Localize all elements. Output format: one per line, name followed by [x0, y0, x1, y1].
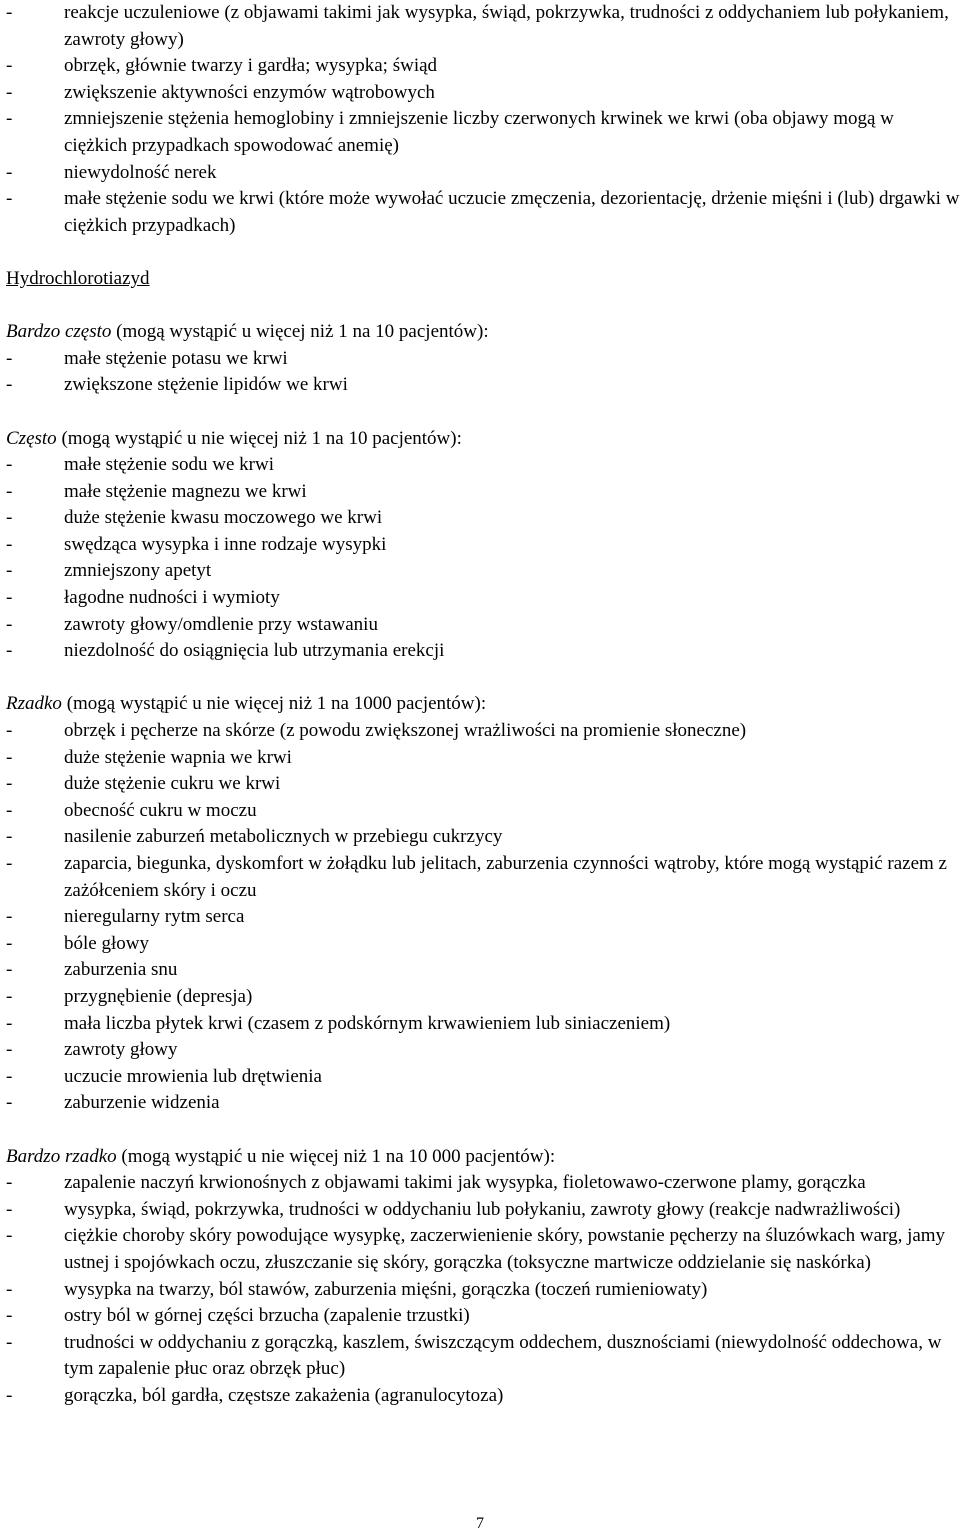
- bullet-dash: -: [6, 640, 13, 662]
- bullet-dash: -: [6, 1225, 13, 1247]
- bullet-dash: -: [6, 560, 13, 582]
- list-item: [6, 505, 960, 532]
- bullet-dash: -: [6, 720, 13, 742]
- list-item-text: duże stężenie wapnia we krwi: [64, 746, 292, 768]
- bullet-dash: -: [6, 932, 13, 954]
- intro-list: [6, 0, 960, 239]
- list-item: [6, 851, 960, 904]
- spacer: [6, 239, 960, 266]
- list-item: [6, 904, 960, 931]
- list-item-text: swędząca wysypka i inne rodzaje wysypki: [64, 533, 387, 555]
- list-item: [6, 984, 960, 1011]
- bullet-dash: -: [6, 1278, 13, 1300]
- frequency-description: (mogą wystąpić u nie więcej niż 1 na 1000 pacjentów):: [61, 693, 487, 715]
- spacer: [6, 1117, 960, 1144]
- list-item: [6, 160, 960, 187]
- list-item: [6, 798, 960, 825]
- list-item-text: zaburzenia snu: [64, 959, 178, 981]
- list-item-text: ciężkie choroby skóry powodujące wysypkę, zaczerwienienie skóry, powstanie pęcherzy na śluzówkach warg, jamy ustnej i spojówkach oczu, złuszczanie się skóry, gorączka (toksyczne martwicze oddzielanie się naskórka): [64, 1225, 946, 1273]
- list-item: [6, 824, 960, 851]
- frequency-label: Bardzo rzadko: [6, 1145, 117, 1167]
- list-item-text: małe stężenie sodu we krwi: [64, 454, 274, 476]
- list-item: [6, 957, 960, 984]
- list-item-text: zmniejszenie stężenia hemoglobiny i zmniejszenie liczby czerwonych krwinek we krwi (oba objawy mogą w ciężkich przypadkach spowodować anemię): [64, 108, 894, 156]
- bullet-dash: -: [6, 1198, 13, 1220]
- bullet-dash: -: [6, 347, 13, 369]
- frequency-label: Często: [6, 427, 57, 449]
- list-item-text: małe stężenie sodu we krwi (które może wywołać uczucie zmęczenia, dezorientację, drżenie mięśni i (lub) drgawki w ciężkich przypadkach): [64, 188, 960, 236]
- bullet-dash: -: [6, 799, 13, 821]
- list-item: [6, 452, 960, 479]
- list-item: [6, 532, 960, 559]
- list-item: [6, 638, 960, 665]
- bullet-dash: -: [6, 826, 13, 848]
- list-item: [6, 1383, 960, 1410]
- list-item: [6, 1064, 960, 1091]
- bullet-dash: -: [6, 906, 13, 928]
- list-item: [6, 1090, 960, 1117]
- bullet-dash: -: [6, 746, 13, 768]
- section-heading: Hydrochlorotiazyd: [6, 267, 150, 289]
- frequency-label: Rzadko: [6, 693, 62, 715]
- list-item: [6, 558, 960, 585]
- list-item: [6, 931, 960, 958]
- list-item-text: zaburzenie widzenia: [64, 1092, 220, 1114]
- list-item-text: gorączka, ból gardła, częstsze zakażenia (agranulocytoza): [64, 1384, 504, 1406]
- document-page: [6, 0, 960, 1409]
- bullet-dash: -: [6, 480, 13, 502]
- list-item-text: zapalenie naczyń krwionośnych z objawami takimi jak wysypka, fioletowawo-czerwone plamy, gorączka: [64, 1172, 866, 1194]
- frequency-heading: [6, 691, 960, 718]
- list-item-text: niezdolność do osiągnięcia lub utrzymania erekcji: [64, 640, 445, 662]
- bullet-dash: -: [6, 1092, 13, 1114]
- list-item: [6, 718, 960, 745]
- frequency-label: Bardzo często: [6, 321, 112, 343]
- list-item: [6, 1330, 960, 1383]
- list-item-text: obrzęk i pęcherze na skórze (z powodu zwiększonej wrażliwości na promienie słoneczne): [64, 720, 747, 742]
- list-item: [6, 80, 960, 107]
- list-item-text: zawroty głowy: [64, 1039, 178, 1061]
- frequency-description: (mogą wystąpić u nie więcej niż 1 na 10 000 pacjentów):: [116, 1145, 556, 1167]
- list-item: [6, 1303, 960, 1330]
- list-item-text: ostry ból w górnej części brzucha (zapalenie trzustki): [64, 1305, 470, 1327]
- frequency-heading: [6, 319, 960, 346]
- bullet-dash: -: [6, 374, 13, 396]
- list-item: [6, 53, 960, 80]
- list-item-text: uczucie mrowienia lub drętwienia: [64, 1065, 322, 1087]
- list-item-text: małe stężenie potasu we krwi: [64, 347, 288, 369]
- bullet-dash: -: [6, 1384, 13, 1406]
- list-item-text: mała liczba płytek krwi (czasem z podskórnym krwawieniem lub siniaczeniem): [64, 1012, 671, 1034]
- frequency-heading: [6, 426, 960, 453]
- list-item-text: łagodne nudności i wymioty: [64, 587, 280, 609]
- bullet-dash: -: [6, 507, 13, 529]
- list-item-text: zawroty głowy/omdlenie przy wstawaniu: [64, 613, 378, 635]
- list-item: [6, 1197, 960, 1224]
- bullet-dash: -: [6, 108, 13, 130]
- bullet-dash: -: [6, 1172, 13, 1194]
- bullet-dash: -: [6, 81, 13, 103]
- bullet-dash: -: [6, 1305, 13, 1327]
- list-item: [6, 0, 960, 53]
- list-item-text: niewydolność nerek: [64, 161, 217, 183]
- list-item: [6, 612, 960, 639]
- bullet-dash: -: [6, 985, 13, 1007]
- bullet-dash: -: [6, 959, 13, 981]
- bullet-dash: -: [6, 2, 13, 23]
- list-item: [6, 1170, 960, 1197]
- list-item-text: wysypka na twarzy, ból stawów, zaburzenia mięśni, gorączka (toczeń rumieniowaty): [64, 1278, 708, 1300]
- list-item-text: obrzęk, głównie twarzy i gardła; wysypka; świąd: [64, 55, 438, 77]
- list-item-text: małe stężenie magnezu we krwi: [64, 480, 307, 502]
- bullet-dash: -: [6, 161, 13, 183]
- frequency-sections: [6, 293, 960, 1410]
- page-number: 7: [476, 1515, 484, 1532]
- list-item-text: przygnębienie (depresja): [64, 985, 253, 1007]
- bullet-dash: -: [6, 853, 13, 874]
- list-item: [6, 1011, 960, 1038]
- list-item-text: obecność cukru w moczu: [64, 799, 257, 821]
- bullet-dash: -: [6, 613, 13, 635]
- list-item-text: zwiększone stężenie lipidów we krwi: [64, 374, 348, 396]
- list-item-text: trudności w oddychaniu z gorączką, kaszlem, świszczącym oddechem, dusznościami (niewydolność oddechowa, w tym zapalenie płuc oraz obrzęk płuc): [64, 1331, 942, 1380]
- list-item: [6, 1223, 960, 1276]
- list-item: [6, 585, 960, 612]
- list-item: [6, 346, 960, 373]
- bullet-dash: -: [6, 1065, 13, 1087]
- frequency-heading: [6, 1144, 960, 1171]
- list-item-text: wysypka, świąd, pokrzywka, trudności w oddychaniu lub połykaniu, zawroty głowy (reakcje nadwrażliwości): [64, 1198, 901, 1220]
- list-item: [6, 479, 960, 506]
- frequency-description: (mogą wystąpić u nie więcej niż 1 na 10 pacjentów):: [56, 427, 462, 449]
- bullet-dash: -: [6, 188, 13, 210]
- list-item: [6, 106, 960, 159]
- bullet-dash: -: [6, 1331, 13, 1353]
- list-item-text: reakcje uczuleniowe (z objawami takimi jak wysypka, świąd, pokrzywka, trudności z oddychaniem lub połykaniem, zawroty głowy): [64, 2, 949, 50]
- list-item-text: bóle głowy: [64, 932, 149, 954]
- list-item-text: nieregularny rytm serca: [64, 906, 245, 928]
- list-item: [6, 186, 960, 239]
- list-item-text: zaparcia, biegunka, dyskomfort w żołądku lub jelitach, zaburzenia czynności wątroby, które mogą wystąpić razem z zażółceniem skóry i oczu: [64, 853, 947, 901]
- bullet-dash: -: [6, 1012, 13, 1034]
- bullet-dash: -: [6, 587, 13, 609]
- list-item: [6, 771, 960, 798]
- list-item-text: duże stężenie cukru we krwi: [64, 773, 281, 795]
- list-item-text: zwiększenie aktywności enzymów wątrobowych: [64, 81, 435, 103]
- bullet-dash: -: [6, 1039, 13, 1061]
- list-item-text: duże stężenie kwasu moczowego we krwi: [64, 507, 383, 529]
- spacer: [6, 293, 960, 320]
- bullet-dash: -: [6, 55, 13, 77]
- list-item: [6, 745, 960, 772]
- list-item: [6, 1277, 960, 1304]
- bullet-dash: -: [6, 533, 13, 555]
- list-item-text: zmniejszony apetyt: [64, 560, 212, 582]
- list-item: [6, 1037, 960, 1064]
- list-item-text: nasilenie zaburzeń metabolicznych w przebiegu cukrzycy: [64, 826, 503, 848]
- frequency-description: (mogą wystąpić u więcej niż 1 na 10 pacjentów):: [111, 321, 489, 343]
- spacer: [6, 665, 960, 692]
- spacer: [6, 399, 960, 426]
- bullet-dash: -: [6, 454, 13, 476]
- bullet-dash: -: [6, 773, 13, 795]
- list-item: [6, 372, 960, 399]
